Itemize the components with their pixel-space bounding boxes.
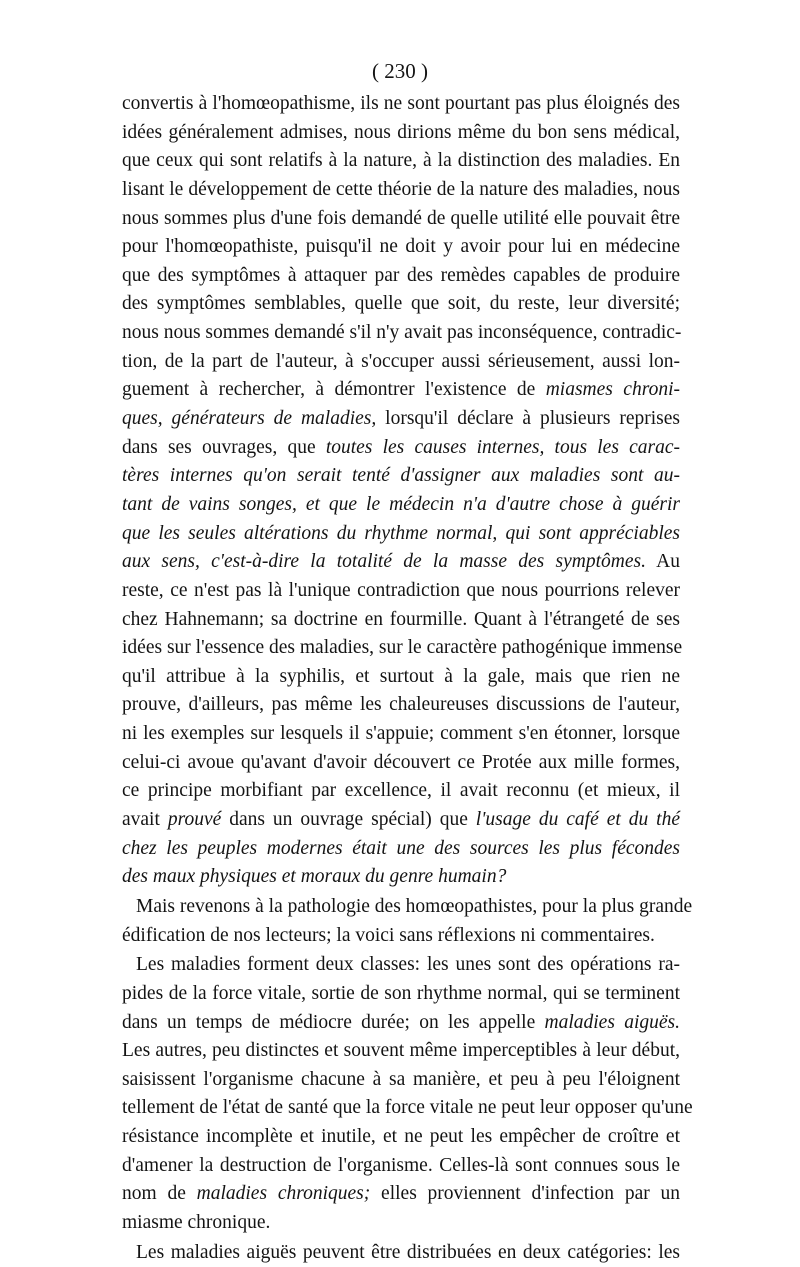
text-line bbox=[122, 922, 680, 951]
text-line bbox=[122, 606, 680, 635]
italic-run: que les seules altérations du rhythme normal, qui sont appréciables bbox=[122, 522, 680, 544]
italic-run: aux sens, c'est-à-dire la totalité de la masse des symptômes. bbox=[122, 551, 646, 573]
text-run: guement à rechercher, à démontrer l'existence de bbox=[122, 379, 546, 401]
text-line bbox=[122, 1152, 680, 1181]
italic-run: des maux physiques et moraux du genre humain? bbox=[122, 866, 507, 888]
text-run: elles proviennent d'infection par un bbox=[370, 1183, 681, 1205]
text-line bbox=[122, 1066, 680, 1095]
text-line bbox=[122, 491, 680, 520]
text-run: Les maladies forment deux classes: les unes sont des opérations ra- bbox=[136, 954, 680, 976]
text-run: ce principe morbifiant par excellence, il avait reconnu (et mieux, il bbox=[122, 780, 680, 802]
text-line bbox=[122, 663, 680, 692]
text-line bbox=[122, 806, 680, 835]
text-line bbox=[122, 951, 680, 980]
text-run: dans ses ouvrages, que bbox=[122, 436, 326, 458]
text-run: avait bbox=[122, 809, 168, 831]
text-line bbox=[122, 835, 680, 864]
text-line bbox=[122, 462, 680, 491]
text-line bbox=[122, 863, 680, 892]
text-line bbox=[122, 1009, 680, 1038]
text-line bbox=[122, 1239, 680, 1267]
text-run: Les autres, peu distinctes et souvent même imperceptibles à leur début, bbox=[122, 1040, 680, 1062]
text-run: que ceux qui sont relatifs à la nature, à la distinction des maladies. En bbox=[122, 150, 680, 172]
text-line bbox=[122, 1094, 693, 1123]
text-run: tion, de la part de l'auteur, à s'occuper aussi sérieusement, aussi lon- bbox=[122, 350, 680, 372]
text-line bbox=[122, 691, 680, 720]
text-run: nous sommes plus d'une fois demandé de quelle utilité elle pouvait être bbox=[122, 207, 680, 229]
text-run: des symptômes semblables, quelle que soit, du reste, leur diversité; bbox=[122, 293, 680, 315]
body-text bbox=[122, 90, 693, 1267]
text-run: Les maladies aiguës peuvent être distribuées en deux catégories: les bbox=[136, 1241, 680, 1263]
text-run: pides de la force vitale, sortie de son rhythme normal, qui se terminent bbox=[122, 982, 680, 1004]
text-run: dans un temps de médiocre durée; on les appelle bbox=[122, 1011, 545, 1033]
italic-run: tères internes qu'on serait tenté d'assigner aux maladies sont au- bbox=[122, 465, 680, 487]
text-run: prouve, d'ailleurs, pas même les chaleureuses discussions de l'auteur, bbox=[122, 694, 680, 716]
text-run: édification de nos lecteurs; la voici sans réflexions ni commentaires. bbox=[122, 924, 655, 946]
text-line bbox=[122, 405, 680, 434]
text-line bbox=[122, 376, 680, 405]
text-line bbox=[122, 147, 680, 176]
text-line bbox=[122, 119, 680, 148]
text-run: convertis à l'homœopathisme, ils ne sont pourtant pas plus éloignés des bbox=[122, 93, 680, 114]
text-line bbox=[122, 1123, 680, 1152]
italic-run: chez les peuples modernes était une des sources les plus fécondes bbox=[122, 837, 680, 859]
text-run: reste, ce n'est pas là l'unique contradiction que nous pourrions relever bbox=[122, 579, 680, 601]
text-line bbox=[122, 176, 680, 205]
text-line bbox=[122, 577, 680, 606]
text-run: lorsqu'il déclare à plusieurs reprises bbox=[376, 408, 680, 430]
text-run: qu'il attribue à la syphilis, et surtout à la gale, mais que rien ne bbox=[122, 665, 680, 687]
text-line bbox=[122, 1037, 680, 1066]
text-run: lisant le développement de cette théorie de la nature des maladies, nous bbox=[122, 178, 680, 200]
page-number: ( 230 ) bbox=[372, 59, 428, 83]
text-line bbox=[122, 548, 680, 577]
text-line bbox=[122, 1180, 680, 1209]
text-run: saisissent l'organisme chacune à sa manière, et peu à peu l'éloignent bbox=[122, 1068, 680, 1090]
text-run: Mais revenons à la pathologie des homœopathistes, pour la plus grande bbox=[136, 895, 693, 917]
text-line bbox=[122, 290, 680, 319]
text-line bbox=[122, 520, 680, 549]
text-run: d'amener la destruction de l'organisme. Celles-là sont connues sous le bbox=[122, 1154, 680, 1176]
italic-run: tant de vains songes, et que le médecin n'a d'autre chose à guérir bbox=[122, 493, 680, 515]
text-line bbox=[122, 348, 680, 377]
italic-run: ques, générateurs de maladies, bbox=[122, 408, 377, 430]
text-run: nom de bbox=[122, 1183, 197, 1205]
italic-run: toutes les causes internes, tous les carac- bbox=[325, 436, 680, 458]
italic-run: maladies chroniques; bbox=[196, 1183, 371, 1205]
text-line bbox=[122, 90, 680, 119]
italic-run: maladies aiguës. bbox=[544, 1011, 680, 1033]
text-line bbox=[122, 1209, 680, 1238]
text-run: que des symptômes à attaquer par des remèdes capables de produire bbox=[122, 264, 680, 286]
text-run: chez Hahnemann; sa doctrine en fourmille. Quant à l'étrangeté de ses bbox=[122, 608, 680, 630]
text-line bbox=[122, 233, 680, 262]
text-line bbox=[122, 893, 693, 922]
italic-run: miasmes chroni- bbox=[545, 379, 680, 401]
text-line bbox=[122, 980, 680, 1009]
text-line bbox=[122, 749, 680, 778]
text-run: celui-ci avoue qu'avant d'avoir découvert ce Protée aux mille formes, bbox=[122, 751, 680, 773]
text-line bbox=[122, 634, 683, 663]
text-run: ni les exemples sur lesquels il s'appuie; comment s'en étonner, lorsque bbox=[122, 723, 680, 745]
text-line bbox=[122, 720, 680, 749]
text-run: nous nous sommes demandé s'il n'y avait pas inconséquence, contradic- bbox=[122, 322, 682, 344]
text-run: résistance incomplète et inutile, et ne peut les empêcher de croître et bbox=[122, 1126, 680, 1148]
text-run: idées généralement admises, nous dirions même du bon sens médical, bbox=[122, 121, 680, 143]
text-line bbox=[122, 434, 680, 463]
text-run: idées sur l'essence des maladies, sur le caractère pathogénique immense bbox=[122, 637, 683, 659]
text-run: tellement de l'état de santé que la force vitale ne peut leur opposer qu'une bbox=[122, 1097, 693, 1119]
text-run: dans un ouvrage spécial) que bbox=[221, 809, 476, 831]
text-line bbox=[122, 319, 680, 348]
text-run: miasme chronique. bbox=[122, 1211, 271, 1233]
text-line bbox=[122, 205, 680, 234]
text-run: pour l'homœopathiste, puisqu'il ne doit y avoir pour lui en médecine bbox=[122, 236, 680, 258]
italic-run: prouvé bbox=[167, 809, 222, 831]
text-run: Au bbox=[645, 551, 680, 573]
text-line bbox=[122, 262, 680, 291]
italic-run: l'usage du café et du thé bbox=[475, 809, 680, 831]
text-line bbox=[122, 777, 680, 806]
